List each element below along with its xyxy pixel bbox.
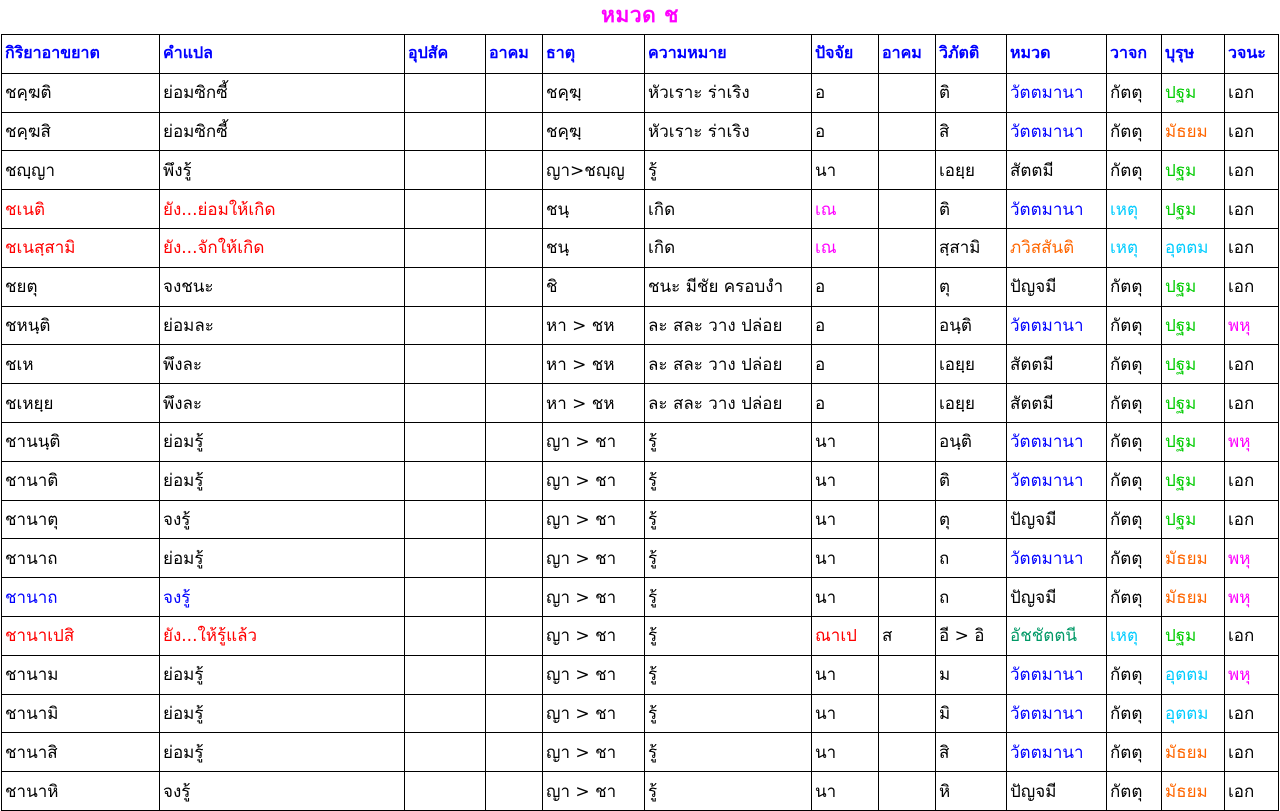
translation-cell: ย่อมซิกซี้	[160, 73, 405, 112]
prefix-cell	[405, 655, 486, 694]
verb-cell: ชานาสิ	[2, 733, 160, 772]
augment-2-cell	[879, 190, 936, 229]
number-cell: เอก	[1225, 345, 1279, 384]
verb-conjugation-table	[1, 34, 1279, 811]
table-row	[2, 151, 1279, 190]
column-header-translation: คำแปล	[160, 35, 405, 74]
ending-cell: สิ	[936, 733, 1007, 772]
translation-cell: ยัง...ย่อมให้เกิด	[160, 190, 405, 229]
number-cell: เอก	[1225, 267, 1279, 306]
augment-cell	[486, 151, 543, 190]
column-header-number: วจนะ	[1225, 35, 1279, 74]
number-cell: พหุ	[1225, 539, 1279, 578]
augment-cell	[486, 461, 543, 500]
augment-2-cell	[879, 461, 936, 500]
voice-cell: กัตตุ	[1107, 345, 1162, 384]
tense-group-cell: สัตตมี	[1007, 151, 1107, 190]
meaning-cell: รู้	[645, 694, 812, 733]
ending-cell: อี > อิ	[936, 616, 1007, 655]
suffix-cell: นา	[812, 578, 879, 617]
augment-2-cell	[879, 267, 936, 306]
number-cell: เอก	[1225, 461, 1279, 500]
verb-cell: ชคฺฆติ	[2, 73, 160, 112]
tense-group-cell: อัชชัตตนี	[1007, 616, 1107, 655]
person-cell: ปฐม	[1162, 267, 1225, 306]
meaning-cell: รู้	[645, 461, 812, 500]
meaning-cell: รู้	[645, 655, 812, 694]
voice-cell: กัตตุ	[1107, 655, 1162, 694]
prefix-cell	[405, 151, 486, 190]
tense-group-cell: วัตตมานา	[1007, 733, 1107, 772]
verb-cell: ชานาติ	[2, 461, 160, 500]
number-cell: เอก	[1225, 500, 1279, 539]
verb-cell: ชานาถ	[2, 578, 160, 617]
ending-cell: ติ	[936, 73, 1007, 112]
prefix-cell	[405, 616, 486, 655]
tense-group-cell: สัตตมี	[1007, 345, 1107, 384]
column-header-root: ธาตุ	[543, 35, 645, 74]
verb-cell: ชานาเปสิ	[2, 616, 160, 655]
number-cell: เอก	[1225, 228, 1279, 267]
voice-cell: กัตตุ	[1107, 267, 1162, 306]
voice-cell: เหตุ	[1107, 228, 1162, 267]
augment-2-cell	[879, 384, 936, 423]
person-cell: ปฐม	[1162, 151, 1225, 190]
prefix-cell	[405, 539, 486, 578]
root-cell: ญา > ชา	[543, 616, 645, 655]
ending-cell: อนฺติ	[936, 422, 1007, 461]
voice-cell: กัตตุ	[1107, 461, 1162, 500]
verb-cell: ชเนติ	[2, 190, 160, 229]
meaning-cell: รู้	[645, 578, 812, 617]
meaning-cell: ละ สละ วาง ปล่อย	[645, 345, 812, 384]
root-cell: ชคฺฆฺ	[543, 73, 645, 112]
person-cell: อุตตม	[1162, 694, 1225, 733]
translation-cell: ย่อมซิกซี้	[160, 112, 405, 151]
tense-group-cell: วัตตมานา	[1007, 112, 1107, 151]
table-row	[2, 345, 1279, 384]
person-cell: ปฐม	[1162, 345, 1225, 384]
augment-cell	[486, 345, 543, 384]
table-body	[2, 73, 1279, 810]
root-cell: ญา > ชา	[543, 733, 645, 772]
table-row	[2, 461, 1279, 500]
prefix-cell	[405, 500, 486, 539]
prefix-cell	[405, 694, 486, 733]
ending-cell: เอยฺย	[936, 151, 1007, 190]
augment-cell	[486, 500, 543, 539]
translation-cell: พึงรู้	[160, 151, 405, 190]
augment-2-cell	[879, 306, 936, 345]
suffix-cell: นา	[812, 733, 879, 772]
voice-cell: กัตตุ	[1107, 112, 1162, 151]
ending-cell: ตุ	[936, 267, 1007, 306]
table-row	[2, 539, 1279, 578]
ending-cell: ถ	[936, 539, 1007, 578]
meaning-cell: รู้	[645, 500, 812, 539]
table-row	[2, 384, 1279, 423]
meaning-cell: รู้	[645, 733, 812, 772]
meaning-cell: รู้	[645, 772, 812, 811]
person-cell: อุตตม	[1162, 655, 1225, 694]
voice-cell: กัตตุ	[1107, 578, 1162, 617]
verb-cell: ชยตุ	[2, 267, 160, 306]
meaning-cell: หัวเราะ ร่าเริง	[645, 112, 812, 151]
prefix-cell	[405, 190, 486, 229]
meaning-cell: รู้	[645, 539, 812, 578]
augment-2-cell: ส	[879, 616, 936, 655]
suffix-cell: นา	[812, 461, 879, 500]
number-cell: พหุ	[1225, 655, 1279, 694]
person-cell: ปฐม	[1162, 190, 1225, 229]
suffix-cell: อ	[812, 73, 879, 112]
number-cell: เอก	[1225, 772, 1279, 811]
root-cell: ชิ	[543, 267, 645, 306]
tense-group-cell: วัตตมานา	[1007, 73, 1107, 112]
suffix-cell: อ	[812, 267, 879, 306]
meaning-cell: เกิด	[645, 228, 812, 267]
person-cell: ปฐม	[1162, 306, 1225, 345]
meaning-cell: รู้	[645, 151, 812, 190]
ending-cell: สฺสามิ	[936, 228, 1007, 267]
suffix-cell: นา	[812, 422, 879, 461]
voice-cell: กัตตุ	[1107, 733, 1162, 772]
verb-cell: ชญฺญา	[2, 151, 160, 190]
person-cell: ปฐม	[1162, 384, 1225, 423]
meaning-cell: ละ สละ วาง ปล่อย	[645, 384, 812, 423]
augment-cell	[486, 112, 543, 151]
prefix-cell	[405, 267, 486, 306]
column-header-voice: วาจก	[1107, 35, 1162, 74]
translation-cell: จงชนะ	[160, 267, 405, 306]
augment-2-cell	[879, 422, 936, 461]
tense-group-cell: วัตตมานา	[1007, 422, 1107, 461]
augment-2-cell	[879, 655, 936, 694]
translation-cell: ยัง...จักให้เกิด	[160, 228, 405, 267]
voice-cell: เหตุ	[1107, 190, 1162, 229]
root-cell: ชนฺ	[543, 190, 645, 229]
person-cell: ปฐม	[1162, 422, 1225, 461]
root-cell: ญา > ชา	[543, 500, 645, 539]
augment-cell	[486, 694, 543, 733]
prefix-cell	[405, 578, 486, 617]
root-cell: ญา>ชญฺญ	[543, 151, 645, 190]
suffix-cell: นา	[812, 655, 879, 694]
column-header-augment-2: อาคม	[879, 35, 936, 74]
meaning-cell: เกิด	[645, 190, 812, 229]
voice-cell: กัตตุ	[1107, 151, 1162, 190]
column-header-augment: อาคม	[486, 35, 543, 74]
augment-cell	[486, 539, 543, 578]
suffix-cell: เณ	[812, 190, 879, 229]
meaning-cell: ละ สละ วาง ปล่อย	[645, 306, 812, 345]
number-cell: เอก	[1225, 190, 1279, 229]
augment-2-cell	[879, 772, 936, 811]
augment-cell	[486, 655, 543, 694]
number-cell: เอก	[1225, 112, 1279, 151]
person-cell: ปฐม	[1162, 461, 1225, 500]
augment-2-cell	[879, 345, 936, 384]
column-header-suffix: ปัจจัย	[812, 35, 879, 74]
table-row	[2, 616, 1279, 655]
person-cell: มัธยม	[1162, 578, 1225, 617]
number-cell: เอก	[1225, 151, 1279, 190]
translation-cell: ย่อมรู้	[160, 461, 405, 500]
voice-cell: กัตตุ	[1107, 772, 1162, 811]
augment-cell	[486, 267, 543, 306]
meaning-cell: ชนะ มีชัย ครอบงำ	[645, 267, 812, 306]
verb-cell: ชหนฺติ	[2, 306, 160, 345]
augment-cell	[486, 733, 543, 772]
tense-group-cell: ปัญจมี	[1007, 578, 1107, 617]
tense-group-cell: วัตตมานา	[1007, 694, 1107, 733]
voice-cell: กัตตุ	[1107, 422, 1162, 461]
table-row	[2, 112, 1279, 151]
prefix-cell	[405, 73, 486, 112]
augment-cell	[486, 422, 543, 461]
translation-cell: ย่อมรู้	[160, 733, 405, 772]
tense-group-cell: ปัญจมี	[1007, 772, 1107, 811]
verb-cell: ชคฺฆสิ	[2, 112, 160, 151]
prefix-cell	[405, 772, 486, 811]
translation-cell: ย่อมรู้	[160, 539, 405, 578]
verb-cell: ชานาหิ	[2, 772, 160, 811]
suffix-cell: อ	[812, 345, 879, 384]
verb-cell: ชานนฺติ	[2, 422, 160, 461]
augment-cell	[486, 190, 543, 229]
table-row	[2, 228, 1279, 267]
table-row	[2, 500, 1279, 539]
augment-cell	[486, 772, 543, 811]
ending-cell: ติ	[936, 190, 1007, 229]
verb-cell: ชเหยฺย	[2, 384, 160, 423]
root-cell: ญา > ชา	[543, 461, 645, 500]
ending-cell: มิ	[936, 694, 1007, 733]
tense-group-cell: วัตตมานา	[1007, 539, 1107, 578]
table-row	[2, 190, 1279, 229]
column-header-prefix: อุปสัค	[405, 35, 486, 74]
root-cell: ญา > ชา	[543, 578, 645, 617]
augment-cell	[486, 616, 543, 655]
prefix-cell	[405, 112, 486, 151]
ending-cell: เอยฺย	[936, 345, 1007, 384]
translation-cell: พึงละ	[160, 345, 405, 384]
translation-cell: พึงละ	[160, 384, 405, 423]
suffix-cell: อ	[812, 306, 879, 345]
ending-cell: สิ	[936, 112, 1007, 151]
translation-cell: ย่อมรู้	[160, 694, 405, 733]
tense-group-cell: ภวิสสันติ	[1007, 228, 1107, 267]
person-cell: ปฐม	[1162, 616, 1225, 655]
header-row	[2, 35, 1279, 74]
root-cell: ญา > ชา	[543, 772, 645, 811]
root-cell: ญา > ชา	[543, 655, 645, 694]
augment-2-cell	[879, 694, 936, 733]
table-row	[2, 733, 1279, 772]
translation-cell: จงรู้	[160, 578, 405, 617]
number-cell: พหุ	[1225, 578, 1279, 617]
root-cell: หา > ชห	[543, 306, 645, 345]
number-cell: เอก	[1225, 694, 1279, 733]
suffix-cell: เณ	[812, 228, 879, 267]
ending-cell: ถ	[936, 578, 1007, 617]
ending-cell: อนฺติ	[936, 306, 1007, 345]
augment-cell	[486, 578, 543, 617]
suffix-cell: อ	[812, 384, 879, 423]
verb-cell: ชานาม	[2, 655, 160, 694]
prefix-cell	[405, 228, 486, 267]
tense-group-cell: วัตตมานา	[1007, 306, 1107, 345]
number-cell: เอก	[1225, 73, 1279, 112]
verb-cell: ชานาถ	[2, 539, 160, 578]
voice-cell: กัตตุ	[1107, 306, 1162, 345]
suffix-cell: นา	[812, 500, 879, 539]
number-cell: เอก	[1225, 733, 1279, 772]
translation-cell: ย่อมรู้	[160, 422, 405, 461]
voice-cell: กัตตุ	[1107, 384, 1162, 423]
voice-cell: เหตุ	[1107, 616, 1162, 655]
tense-group-cell: วัตตมานา	[1007, 461, 1107, 500]
number-cell: เอก	[1225, 384, 1279, 423]
meaning-cell: รู้	[645, 616, 812, 655]
prefix-cell	[405, 345, 486, 384]
tense-group-cell: ปัญจมี	[1007, 267, 1107, 306]
root-cell: ญา > ชา	[543, 422, 645, 461]
table-row	[2, 772, 1279, 811]
number-cell: เอก	[1225, 616, 1279, 655]
translation-cell: ย่อมละ	[160, 306, 405, 345]
meaning-cell: หัวเราะ ร่าเริง	[645, 73, 812, 112]
ending-cell: ม	[936, 655, 1007, 694]
verb-cell: ชเนสฺสามิ	[2, 228, 160, 267]
page-title: หมวด ช	[601, 3, 679, 27]
verb-cell: ชานาตุ	[2, 500, 160, 539]
ending-cell: ติ	[936, 461, 1007, 500]
table-row	[2, 267, 1279, 306]
root-cell: ญา > ชา	[543, 539, 645, 578]
meaning-cell: รู้	[645, 422, 812, 461]
table-row	[2, 578, 1279, 617]
augment-2-cell	[879, 578, 936, 617]
augment-cell	[486, 228, 543, 267]
tense-group-cell: ปัญจมี	[1007, 500, 1107, 539]
person-cell: ปฐม	[1162, 500, 1225, 539]
augment-2-cell	[879, 733, 936, 772]
verb-cell: ชเห	[2, 345, 160, 384]
person-cell: มัธยม	[1162, 112, 1225, 151]
root-cell: หา > ชห	[543, 384, 645, 423]
table-row	[2, 73, 1279, 112]
verb-cell: ชานามิ	[2, 694, 160, 733]
augment-2-cell	[879, 73, 936, 112]
suffix-cell: อ	[812, 112, 879, 151]
ending-cell: เอยฺย	[936, 384, 1007, 423]
augment-cell	[486, 73, 543, 112]
augment-2-cell	[879, 539, 936, 578]
tense-group-cell: วัตตมานา	[1007, 190, 1107, 229]
augment-cell	[486, 384, 543, 423]
prefix-cell	[405, 733, 486, 772]
person-cell: มัธยม	[1162, 539, 1225, 578]
translation-cell: ย่อมรู้	[160, 655, 405, 694]
column-header-meaning: ความหมาย	[645, 35, 812, 74]
root-cell: หา > ชห	[543, 345, 645, 384]
person-cell: อุตตม	[1162, 228, 1225, 267]
tense-group-cell: วัตตมานา	[1007, 655, 1107, 694]
suffix-cell: นา	[812, 694, 879, 733]
translation-cell: จงรู้	[160, 772, 405, 811]
voice-cell: กัตตุ	[1107, 694, 1162, 733]
tense-group-cell: สัตตมี	[1007, 384, 1107, 423]
augment-2-cell	[879, 112, 936, 151]
column-header-verb: กิริยาอาขยาต	[2, 35, 160, 74]
suffix-cell: นา	[812, 539, 879, 578]
root-cell: ชคฺฆฺ	[543, 112, 645, 151]
suffix-cell: นา	[812, 772, 879, 811]
root-cell: ชนฺ	[543, 228, 645, 267]
root-cell: ญา > ชา	[543, 694, 645, 733]
column-header-ending: วิภัตติ	[936, 35, 1007, 74]
augment-2-cell	[879, 228, 936, 267]
suffix-cell: ณาเป	[812, 616, 879, 655]
translation-cell: จงรู้	[160, 500, 405, 539]
column-header-tense-group: หมวด	[1007, 35, 1107, 74]
table-row	[2, 655, 1279, 694]
voice-cell: กัตตุ	[1107, 539, 1162, 578]
ending-cell: หิ	[936, 772, 1007, 811]
suffix-cell: นา	[812, 151, 879, 190]
table-row	[2, 422, 1279, 461]
translation-cell: ยัง...ให้รู้แล้ว	[160, 616, 405, 655]
person-cell: มัธยม	[1162, 733, 1225, 772]
prefix-cell	[405, 461, 486, 500]
ending-cell: ตุ	[936, 500, 1007, 539]
number-cell: พหุ	[1225, 422, 1279, 461]
table-row	[2, 694, 1279, 733]
augment-cell	[486, 306, 543, 345]
prefix-cell	[405, 306, 486, 345]
prefix-cell	[405, 384, 486, 423]
person-cell: ปฐม	[1162, 73, 1225, 112]
number-cell: พหุ	[1225, 306, 1279, 345]
column-header-person: บุรุษ	[1162, 35, 1225, 74]
table-row	[2, 306, 1279, 345]
person-cell: มัธยม	[1162, 772, 1225, 811]
augment-2-cell	[879, 500, 936, 539]
voice-cell: กัตตุ	[1107, 500, 1162, 539]
augment-2-cell	[879, 151, 936, 190]
prefix-cell	[405, 422, 486, 461]
voice-cell: กัตตุ	[1107, 73, 1162, 112]
